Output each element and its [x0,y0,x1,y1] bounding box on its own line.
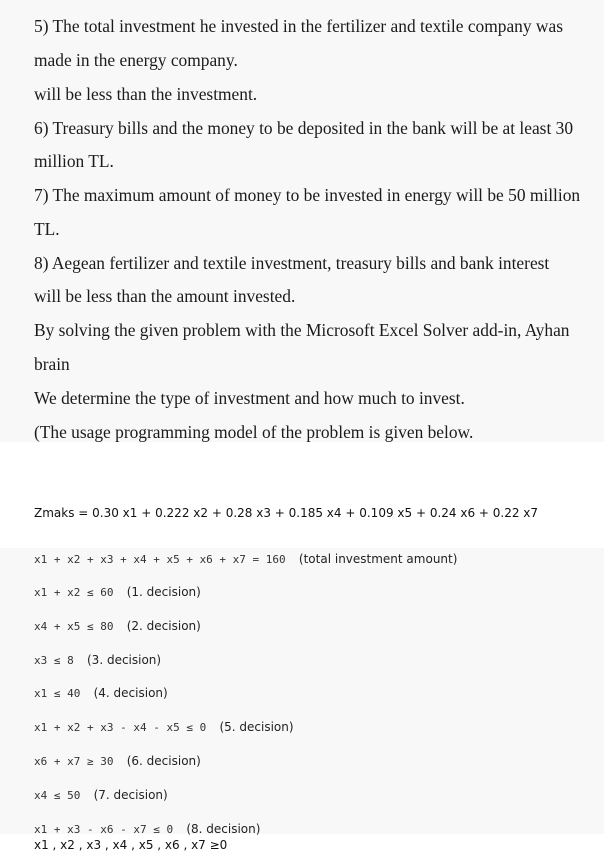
text-line: TL. [34,219,60,239]
constraint-line [34,584,201,601]
constraint-note: (3. decision) [87,653,162,667]
constraint-expr: x3 ≤ 8 [34,654,74,667]
constraint-expr: x4 ≤ 50 [34,789,81,802]
objective-function: Zmaks = 0.30 x1 + 0.222 x2 + 0.28 x3 + 0.185 x4 + 0.109 x5 + 0.24 x6 + 0.22 x7 [34,506,539,520]
constraint-expr: x1 + x2 + x3 - x4 - x5 ≤ 0 [34,721,207,734]
constraint-line [34,787,168,804]
constraint-line [34,753,201,770]
constraint-expr: x6 + x7 ≥ 30 [34,755,114,768]
constraint-expr: x1 + x2 ≤ 60 [34,586,114,599]
text-line: By solving the given problem with the Microsoft Excel Solver add-in, Ayhan [34,320,570,340]
text-line: We determine the type of investment and how much to invest. [34,388,465,408]
constraint-expr: x1 + x2 + x3 + x4 + x5 + x6 + x7 = 160 [34,553,286,566]
constraint-line [34,685,168,702]
text-line: 7) The maximum amount of money to be invested in energy will be 50 million [34,185,581,205]
constraint-note: (1. decision) [126,585,201,599]
constraint-note: (2. decision) [126,619,201,633]
constraint-expr: x4 + x5 ≤ 80 [34,620,114,633]
text-line: will be less than the investment. [34,84,258,104]
text-line: 5) The total investment he invested in the fertilizer and textile company was [34,16,563,36]
text-line: brain [34,354,70,374]
nonnegativity-constraint: x1 , x2 , x3 , x4 , x5 , x6 , x7 ≥0 [34,838,228,852]
constraint-line [34,618,201,635]
text-line: 8) Aegean fertilizer and textile investment, treasury bills and bank interest [34,253,550,273]
constraint-note: (6. decision) [126,754,201,768]
constraint-line [34,551,457,568]
constraint-note: (total investment amount) [298,552,458,566]
constraints-block [0,548,604,834]
text-line: million TL. [34,151,114,171]
text-line: made in the energy company. [34,50,238,70]
text-line: will be less than the amount invested. [34,286,296,306]
constraint-expr: x1 + x3 - x6 - x7 ≤ 0 [34,823,174,836]
constraint-line [34,719,294,736]
constraint-expr: x1 ≤ 40 [34,687,81,700]
constraint-line [34,652,161,669]
text-line: 6) Treasury bills and the money to be deposited in the bank will be at least 30 [34,118,574,138]
constraint-note: (7. decision) [93,788,168,802]
constraint-line [34,821,260,838]
constraint-note: (4. decision) [93,686,168,700]
text-line: (The usage programming model of the problem is given below. [34,422,474,442]
constraint-note: (5. decision) [219,720,294,734]
constraint-note: (8. decision) [186,822,261,836]
